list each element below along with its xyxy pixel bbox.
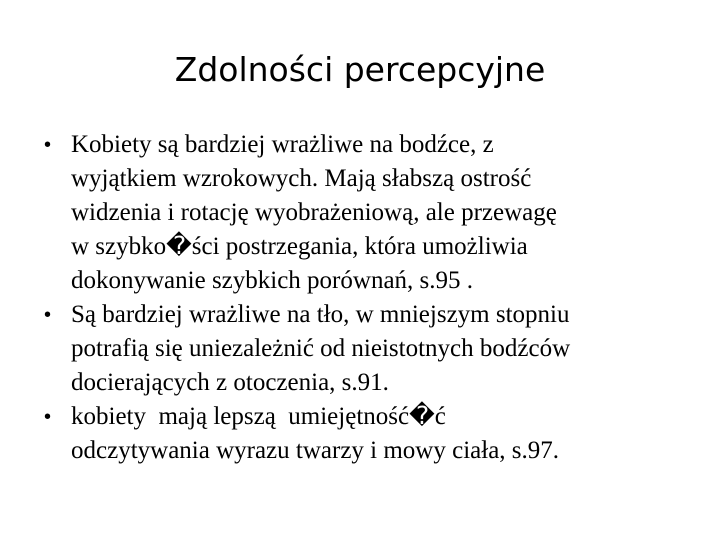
slide-title: Zdolności percepcyjne <box>174 50 546 89</box>
bullet-icon: • <box>44 304 52 326</box>
bullet-1-line-2: wyjątkiem wzrokowych. Mają słabszą ostrość <box>71 165 532 192</box>
bullet-item-2 <box>44 298 684 400</box>
bullet-1-line-1: Kobiety są bardziej wrażliwe na bodźce, z <box>71 131 494 158</box>
bullet-item-3 <box>44 400 684 468</box>
bullet-icon: • <box>44 134 52 156</box>
bullet-2-line-3: docierających z otoczenia, s.91. <box>71 369 389 396</box>
bullet-icon: • <box>44 406 52 428</box>
bullet-1-line-3: widzenia i rotację wyobrażeniową, ale przewagę <box>71 199 557 226</box>
bullet-3-line-1: kobiety mają lepszą umiejętność�ć <box>71 403 446 430</box>
bullet-2-line-2: potrafią się uniezależnić od nieistotnych bodźców <box>71 335 571 362</box>
bullet-list <box>44 128 684 468</box>
bullet-3-line-2: odczytywania wyrazu twarzy i mowy ciała, s.97. <box>71 437 560 464</box>
bullet-1-line-4: w szybko�ści postrzegania, która umożliwia <box>71 233 528 260</box>
bullet-1-line-5: dokonywanie szybkich porównań, s.95 . <box>71 267 474 294</box>
bullet-2-line-1: Są bardziej wrażliwe na tło, w mniejszym stopniu <box>71 301 570 328</box>
bullet-item-1 <box>44 128 684 298</box>
